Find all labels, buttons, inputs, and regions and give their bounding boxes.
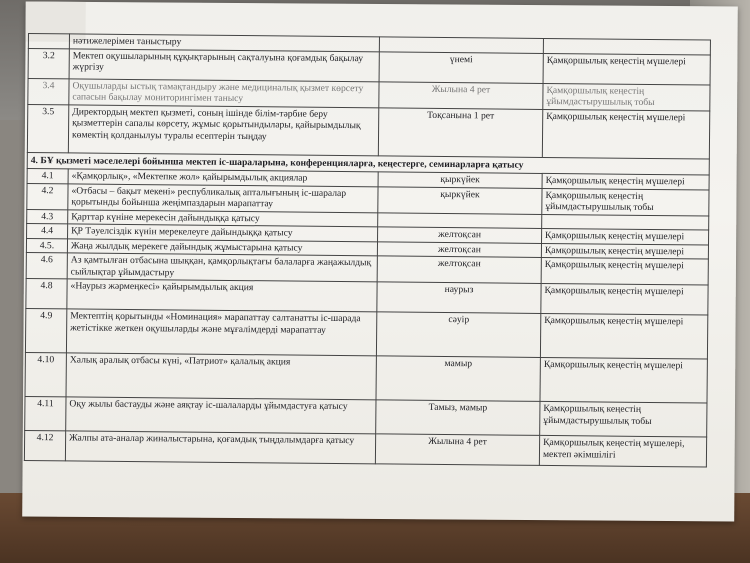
row-activity: «Наурыз жәрмеңкесі» қайырымдылық акция [67, 279, 377, 312]
row-activity: Жаңа жылдық мерекеге дайындық жұмыстарына қатысу [67, 238, 377, 255]
row-timing: Жылына 4 рет [379, 81, 543, 109]
row-timing: сәуір [376, 312, 540, 358]
table-row [25, 352, 707, 403]
row-timing [378, 212, 542, 228]
row-number: 3.5 [27, 104, 68, 152]
row-number: 4.3 [27, 209, 68, 224]
row-timing: қыркүйек [378, 172, 542, 188]
row-responsible: Қамқоршылық кеңестің мүшелері [540, 357, 707, 403]
row-activity: ҚР Тәуелсіздік күнін мерекелеуге дайындыққа қатысу [68, 224, 378, 241]
row-timing: Жылына 4 рет [375, 434, 539, 466]
row-number [28, 34, 69, 49]
row-number: 4.8 [26, 278, 67, 308]
row-number: 4.10 [25, 352, 66, 396]
row-responsible: Қамқоршылық кеңестің мүшелері, мектеп әкімшілігі [539, 435, 706, 467]
row-activity: «Қамқорлық», «Мектепке жол» қайырымдылық акциялар [68, 169, 378, 186]
row-number: 4.11 [25, 396, 66, 430]
row-responsible: Қамқоршылық кеңестің мүшелері [542, 173, 709, 189]
table-row [27, 104, 709, 159]
row-number: 4.12 [24, 430, 65, 460]
row-timing: желтоқсан [377, 256, 541, 284]
table-row [25, 308, 707, 359]
row-timing: наурыз [377, 282, 541, 314]
row-activity: нәтижелерімен таныстыру [69, 34, 379, 51]
row-number: 4.9 [25, 308, 66, 352]
plan-table [24, 33, 711, 468]
row-responsible: Қамқоршылық кеңестің ұйымдастырушылық тобы [542, 188, 709, 216]
row-responsible: Қамқоршылық кеңестің мүшелері [541, 283, 708, 315]
row-activity: Қарттар күніне мерекесін дайындыққа қатысу [68, 209, 378, 226]
row-activity: Аз қамтылған отбасына шыққан, қамқорлықтағы балаларға жаңажылдық сыйлықтар ұйымдастыру [67, 253, 377, 282]
table-row [24, 430, 706, 467]
row-activity: Мектеп оқушыларының құқықтарының сақталуына қоғамдық бақылау жүргізу [69, 48, 379, 81]
row-number: 4.2 [27, 183, 68, 209]
row-activity: Халық аралық отбасы күні, «Патриот» қалалық акция [66, 353, 376, 400]
row-number: 4.4 [27, 223, 68, 238]
row-timing: желтоқсан [378, 227, 542, 243]
row-activity: Оқу жылы бастауды және аяқтау іс-шалаларды ұйымдастуға қатысу [66, 397, 376, 434]
row-responsible: Қамқоршылық кеңестің ұйымдастырушылық тобы [543, 83, 710, 111]
row-number: 3.2 [28, 48, 69, 78]
row-timing: Тоқсанына 1 рет [378, 107, 542, 157]
row-responsible: Қамқоршылық кеңестің мүшелері [542, 228, 709, 244]
row-activity: Жалпы ата-аналар жиналыстарына, қоғамдық тыңдалымдарға қатысу [65, 431, 375, 464]
row-responsible [542, 214, 709, 230]
row-timing: үнемі [379, 51, 543, 83]
row-number: 3.4 [28, 78, 69, 104]
row-timing: Тамыз, мамыр [376, 400, 540, 436]
row-responsible: Қамқоршылық кеңестің мүшелері [541, 257, 708, 285]
row-number: 4.5. [26, 238, 67, 253]
row-number: 4.6 [26, 252, 67, 278]
row-timing: желтоқсан [377, 241, 541, 257]
row-activity: Директордың мектеп қызметі, соның ішінде білім-тәрбие беру қызметтерін сапалы көрсету, жұмыс қорытындылары, қайырымдылық көмектің қолданылуы туралы есептерін тыңдау [68, 104, 378, 155]
row-activity: «Отбасы – бақыт мекені» республикалық апталығының іс-шаралар қорытынды бойынша жеңімпаздарын марапаттау [68, 183, 378, 212]
row-activity: Оқушыларды ыстық тамақтандыру және медициналық қызмет көрсету сапасын бақылау мониторингімен танысу [69, 78, 379, 107]
row-responsible: Қамқоршылық кеңестің мүшелері [541, 243, 708, 259]
plan-table-body [24, 34, 710, 468]
row-timing: мамыр [376, 356, 540, 402]
row-responsible: Қамқоршылық кеңестің ұйымдастырушылық тобы [540, 401, 707, 437]
row-activity: Мектептің қорытынды «Номинация» марапаттау салтанатты іс-шарада жетістікке жеткен оқушыларды және мұғалімдерді марапаттау [66, 309, 376, 356]
row-responsible: Қамқоршылық кеңестің мүшелері [543, 53, 710, 85]
row-responsible: Қамқоршылық кеңестің мүшелері [540, 313, 707, 359]
row-timing [379, 37, 543, 53]
row-responsible [543, 38, 710, 54]
section-heading: 4. БҰ қызметі мәселелері бойынша мектеп іс-шараларына, конференцияларға, кеңестерге, семинарларға қатысу [27, 152, 709, 175]
row-timing: қыркүйек [378, 186, 542, 214]
row-number: 4.1 [27, 168, 68, 183]
row-responsible: Қамқоршылық кеңестің мүшелері [542, 109, 709, 159]
